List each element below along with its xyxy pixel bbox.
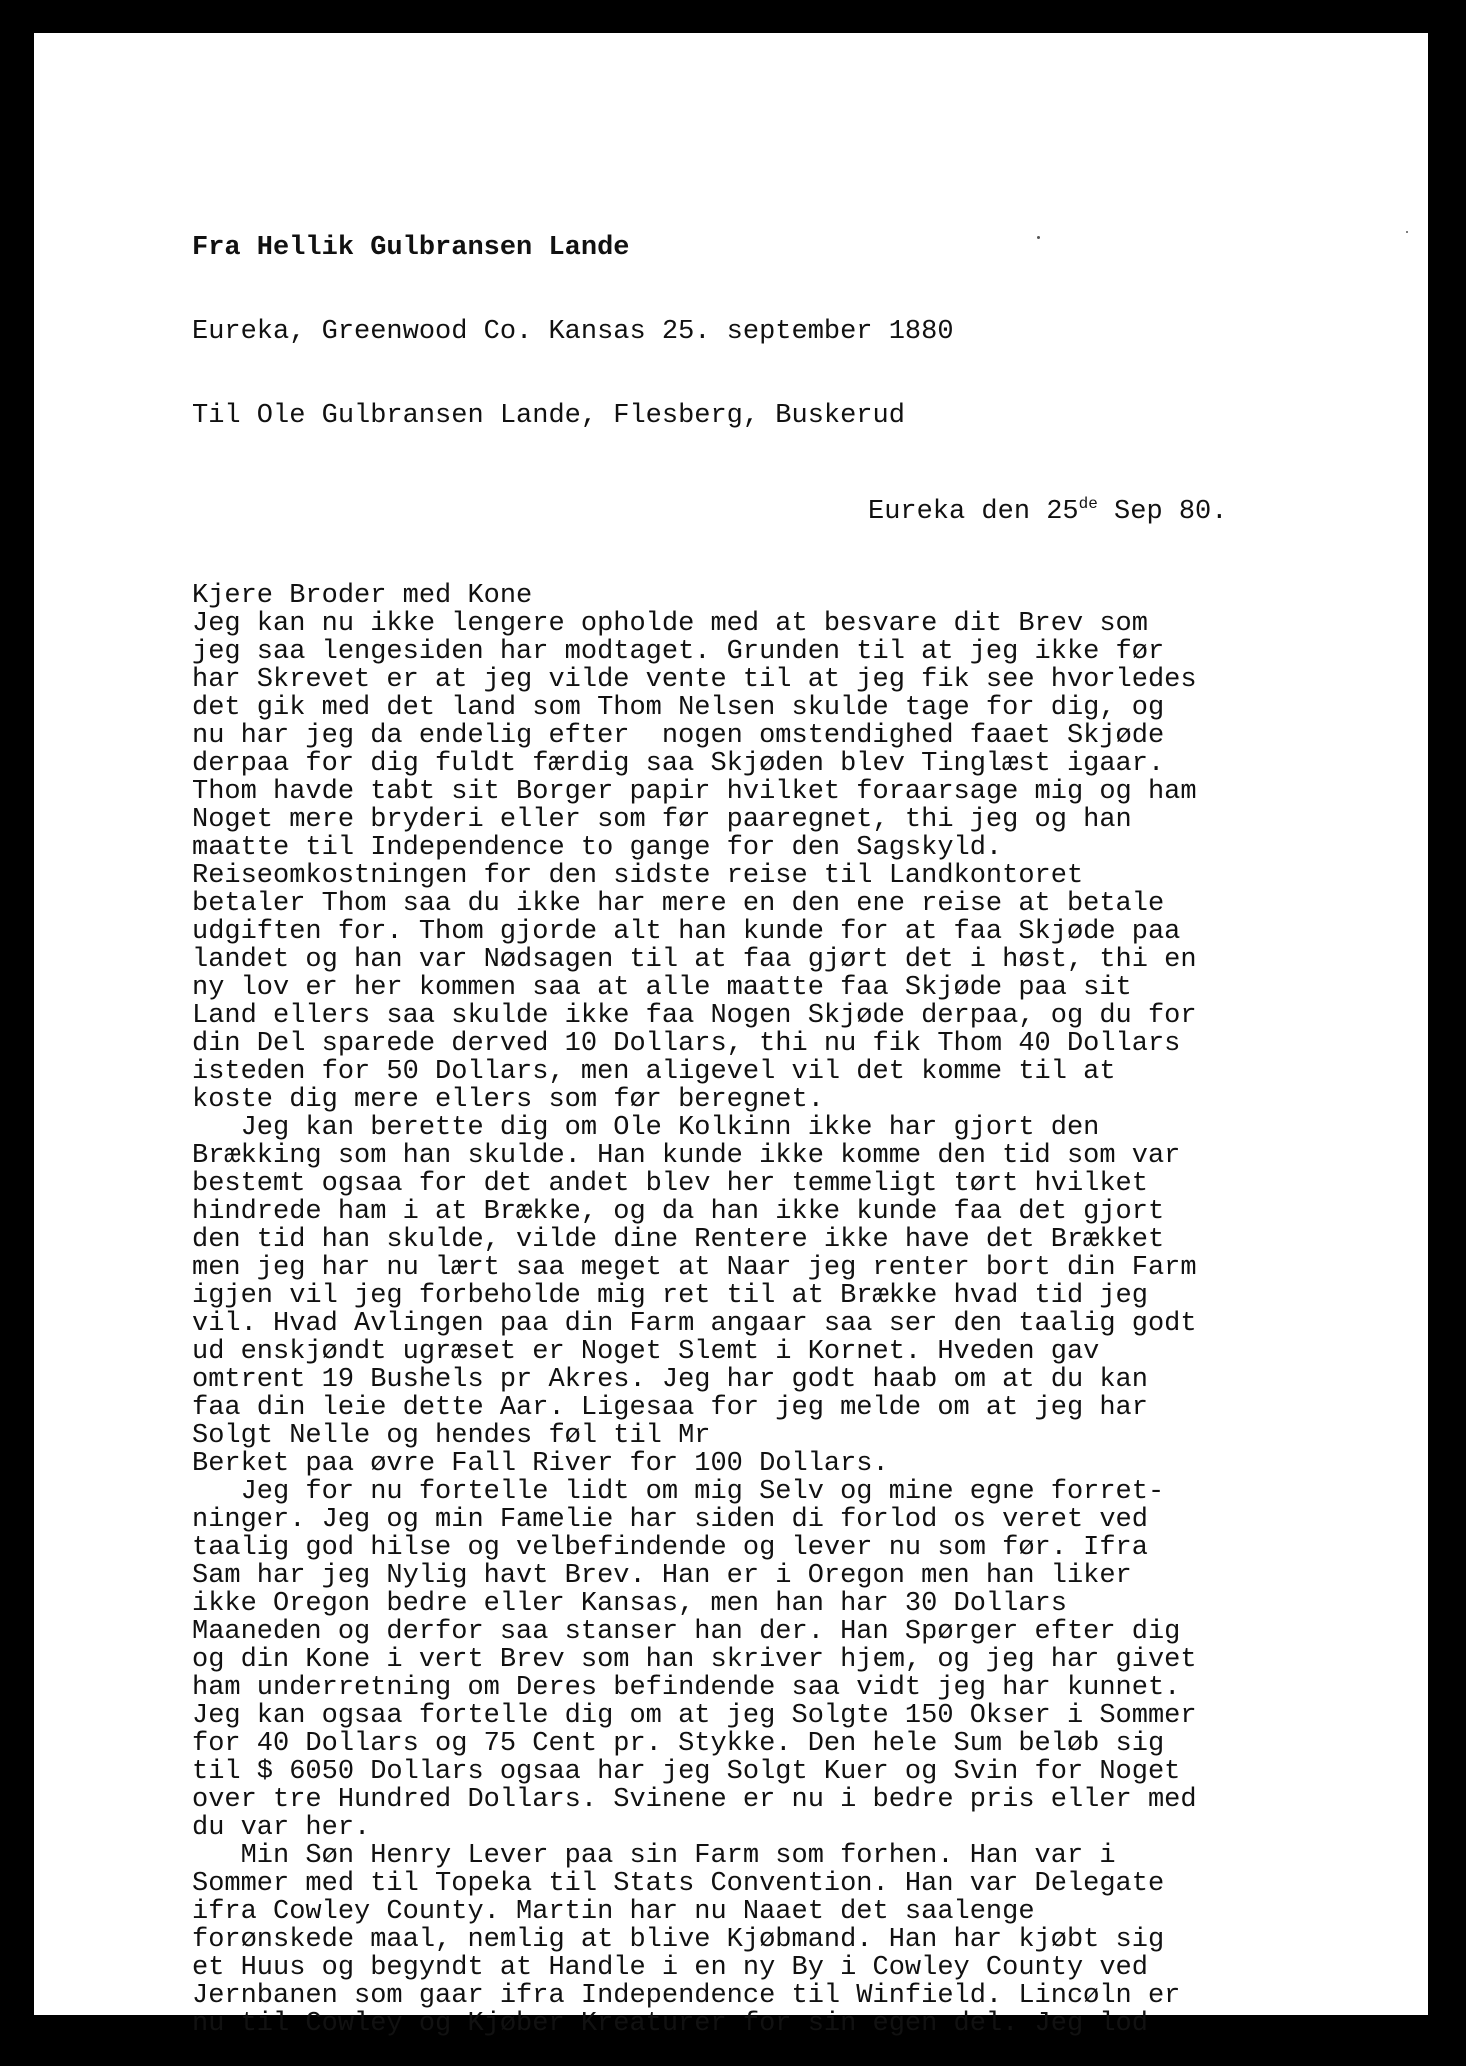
letter-line: derpaa for dig fuldt færdig saa Skjøden blev Tinglæst igaar. — [192, 749, 1165, 779]
letter-line: nu har jeg da endelig efter nogen omstendighed faaet Skjøde — [192, 721, 1165, 751]
letter-line: for 40 Dollars og 75 Cent pr. Stykke. Den hele Sum beløb sig — [192, 1729, 1165, 1759]
dateline-prefix: Eureka den 25 — [868, 497, 1079, 527]
letter-line: ham underretning om Deres befindende saa vidt jeg har kunnet. — [192, 1673, 1181, 1703]
letter-line: Brækking som han skulde. Han kunde ikke komme den tid som var — [192, 1141, 1181, 1171]
dateline-suffix: Sep 80. — [1097, 497, 1228, 527]
letter-line: taalig god hilse og velbefindende og lever nu som før. Ifra — [192, 1533, 1148, 1563]
speck-mark — [1406, 231, 1408, 233]
letter-line: den tid han skulde, vilde dine Rentere ikke have det Brækket — [192, 1225, 1165, 1255]
letter-line: Thom havde tabt sit Borger papir hvilket foraarsage mig og ham — [192, 777, 1197, 807]
letter-line: koste dig mere ellers som før beregnet. — [192, 1085, 824, 1115]
letter-line: Reiseomkostningen for den sidste reise til Landkontoret — [192, 861, 1084, 891]
letter-line: omtrent 19 Bushels pr Akres. Jeg har godt haab om at du kan — [192, 1365, 1148, 1395]
letter-line: ninger. Jeg og min Famelie har siden di forlod os veret ved — [192, 1505, 1148, 1535]
letter-line: vil. Hvad Avlingen paa din Farm angaar saa ser den taalig godt — [192, 1309, 1197, 1339]
letter-line: forønskede maal, nemlig at blive Kjøbmand. Han har kjøbt sig — [192, 1925, 1165, 1955]
letter-line: Solgt Nelle og hendes føl til Mr — [192, 1421, 711, 1451]
letter-line: til $ 6050 Dollars ogsaa har jeg Solgt Kuer og Svin for Noget — [192, 1757, 1181, 1787]
letter-line: Sommer med til Topeka til Stats Convention. Han var Delegate — [192, 1869, 1165, 1899]
letter-line: ifra Cowley County. Martin har nu Naaet det saalenge — [192, 1897, 1035, 1927]
header-to: Til Ole Gulbransen Lande, Flesberg, Buskerud — [192, 401, 905, 431]
letter-line: isteden for 50 Dollars, men aligevel vil det komme til at — [192, 1057, 1116, 1087]
letter-line: Maaneden og derfor saa stanser han der. Han Spørger efter dig — [192, 1617, 1181, 1647]
letter-line: betaler Thom saa du ikke har mere en den ene reise at betale — [192, 889, 1165, 919]
letter-line: du var her. — [192, 1813, 371, 1843]
letter-line: Kjere Broder med Kone — [192, 581, 533, 611]
letter-line: Sam har jeg Nylig havt Brev. Han er i Oregon men han liker — [192, 1561, 1132, 1591]
letter-line: Jeg kan berette dig om Ole Kolkinn ikke har gjort den — [192, 1113, 1100, 1143]
letter-line: jeg saa lengesiden har modtaget. Grunden til at jeg ikke før — [192, 637, 1165, 667]
letter-line: maatte til Independence to gange for den Sagskyld. — [192, 833, 1003, 863]
letter-line: et Huus og begyndt at Handle i en ny By i Cowley County ved — [192, 1953, 1148, 1983]
letter-line: landet og han var Nødsagen til at faa gjørt det i høst, thi en — [192, 945, 1197, 975]
letter-line: Noget mere bryderi eller som før paaregnet, thi jeg og han — [192, 805, 1132, 835]
letter-line: bestemt ogsaa for det andet blev her temmeligt tørt hvilket — [192, 1169, 1148, 1199]
letter-line: Jernbanen som gaar ifra Independence til Winfield. Lincøln er — [192, 1981, 1181, 2011]
letter-line: Min Søn Henry Lever paa sin Farm som forhen. Han var i — [192, 1841, 1116, 1871]
letter-line: ud enskjøndt ugræset er Noget Slemt i Kornet. Hveden gav — [192, 1337, 1100, 1367]
letter-line: Jeg for nu fortelle lidt om mig Selv og mine egne forret- — [192, 1477, 1165, 1507]
letter-line: faa din leie dette Aar. Ligesaa for jeg melde om at jeg har — [192, 1393, 1148, 1423]
dateline — [192, 495, 1342, 527]
letter-line: har Skrevet er at jeg vilde vente til at jeg fik see hvorledes — [192, 665, 1197, 695]
letter-line: det gik med det land som Thom Nelsen skulde tage for dig, og — [192, 693, 1165, 723]
letter-line: nu til Cowley og Kjøber Kreaturer for sin egen del. Jeg lod — [192, 2009, 1148, 2039]
letter-line: din Del sparede derved 10 Dollars, thi nu fik Thom 40 Dollars — [192, 1029, 1181, 1059]
dateline-superscript: de — [1078, 495, 1098, 513]
letter-line: men jeg har nu lært saa meget at Naar jeg renter bort din Farm — [192, 1253, 1197, 1283]
header-place-date: Eureka, Greenwood Co. Kansas 25. september 1880 — [192, 317, 954, 347]
letter-line: ikke Oregon bedre eller Kansas, men han har 30 Dollars — [192, 1589, 1067, 1619]
letter-text — [192, 178, 1342, 2066]
header-from: Fra Hellik Gulbransen Lande — [192, 233, 630, 263]
letter-line: Land ellers saa skulde ikke faa Nogen Skjøde derpaa, og du for — [192, 1001, 1197, 1031]
letter-line: over tre Hundred Dollars. Svinene er nu i bedre pris eller med — [192, 1785, 1197, 1815]
letter-line: Jeg kan ogsaa fortelle dig om at jeg Solgte 150 Okser i Sommer — [192, 1701, 1197, 1731]
letter-line: og din Kone i vert Brev som han skriver hjem, og jeg har givet — [192, 1645, 1197, 1675]
letter-body — [192, 582, 1342, 2038]
letter-line: igjen vil jeg forbeholde mig ret til at Brække hvad tid jeg — [192, 1281, 1148, 1311]
letter-line: hindrede ham i at Brække, og da han ikke kunde faa det gjort — [192, 1197, 1165, 1227]
letter-line: Jeg kan nu ikke lengere opholde med at besvare dit Brev som — [192, 609, 1148, 639]
letter-line: udgiften for. Thom gjorde alt han kunde for at faa Skjøde paa — [192, 917, 1181, 947]
letter-line: ny lov er her kommen saa at alle maatte faa Skjøde paa sit — [192, 973, 1132, 1003]
letter-line: Berket paa øvre Fall River for 100 Dollars. — [192, 1449, 889, 1479]
